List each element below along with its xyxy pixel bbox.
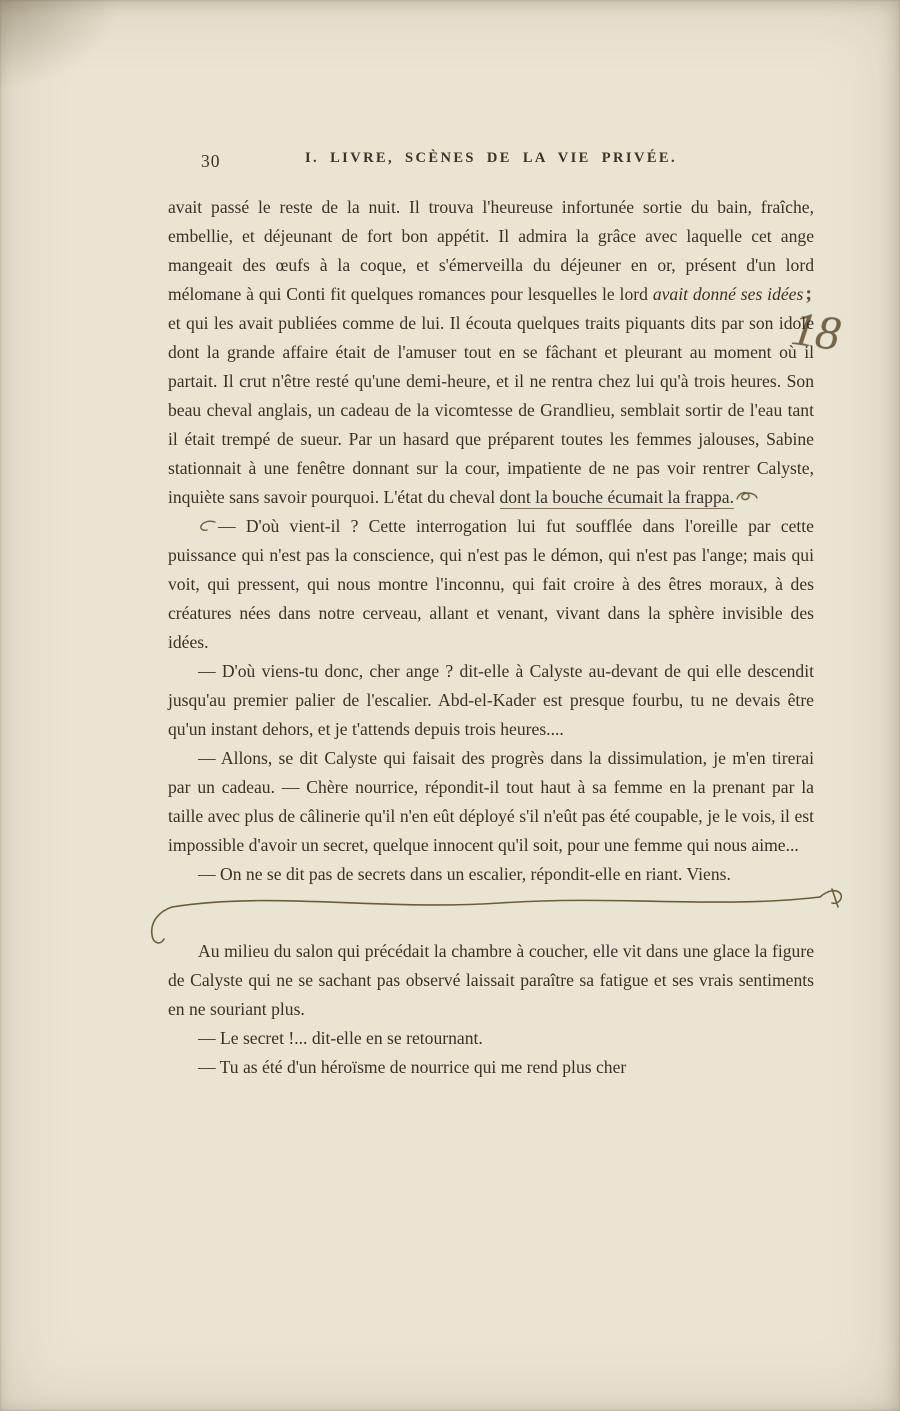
paragraph-1 [168,193,814,512]
paragraph-8 [168,1053,814,1082]
body-text: Au milieu du salon qui précédait la chambre à coucher, elle vit dans une glace la figure de Calyste qui ne se sachant pas observé laissait paraître sa fatigue et ses vrais sentiments en ne souriant plus. [168,941,814,1019]
handwritten-inline-mark: ; [805,283,813,305]
page-number: 30 [201,151,221,171]
page-header [168,150,814,171]
body-text: — Allons, se dit Calyste qui faisait des progrès dans la dissimulation, je m'en tirerai par un cadeau. — Chère nourrice, répondit-il tout haut à sa femme en la prenant par la taille avec plus de câlinerie qu'il n'en eût déployé s'il n'eût pas été coupable, je le vois, il est impossible d'avoir un secret, quelque innocent qu'il soit, pour une femme qui nous aime... [168,748,814,855]
paragraph-3 [168,657,814,744]
handwritten-paragraph-mark [199,519,217,532]
paragraph-7 [168,1024,814,1053]
running-title: I. LIVRE, SCÈNES DE LA VIE PRIVÉE. [304,150,677,166]
handwritten-divider [168,889,814,937]
body-text: — On ne se dit pas de secrets dans un escalier, répondit-elle en riant. Viens. [198,864,731,884]
body-text: — Le secret !... dit-elle en se retournant. [198,1028,483,1048]
page-corner-shadow [0,0,120,90]
italic-phrase: avait donné ses idées [652,284,804,304]
handwritten-divider-line [120,879,884,955]
body-text: — Tu as été d'un héroïsme de nourrice qui me rend plus cher [198,1057,627,1077]
paragraph-4 [168,744,814,860]
body-text: — D'où viens-tu donc, cher ange ? dit-elle à Calyste au-devant de qui elle descendit jusqu'au premier palier de l'escalier. Abd-el-Kader est presque fourbu, tu ne devais être qu'un instant dehors, et je t'attends depuis trois heures.... [168,661,814,739]
text-block [168,193,814,1082]
body-text: avait passé le reste de la nuit. Il trouva l'heureuse infortunée sortie du bain, fraîche, embellie, et déjeunant de fort bon appétit. Il admira la grâce avec laquelle cet ange mangeait des œufs à la coque, et s'émerveilla du déjeuner en or, présent d'un lord mélomane à qui Conti fit quelques romances pour lesquelles le lord [168,197,814,304]
handwritten-curl-mark [735,489,759,503]
body-text: — D'où vient-il ? Cette interrogation lui fut soufflée dans l'oreille par cette puissance qui n'est pas la conscience, qui n'est pas le démon, qui n'est pas l'ange; mais qui voit, qui pressent, qui nous montre l'inconnu, qui fait croire à des êtres moraux, à des créatures nées dans notre cerveau, allant et venant, vivant dans la sphère invisible des idées. [168,516,814,652]
handwritten-margin-note: 18 [788,301,844,362]
body-text: et qui les avait publiées comme de lui. Il écouta quelques traits piquants dits par son idole dont la grande affaire était de l'amuser tout en se fâchant et pleurant au moment où il partait. Il crut n'être resté qu'une demi-heure, et il ne rentra chez lui qu'à trois heures. Son beau cheval anglais, un cadeau de la vicomtesse de Grandlieu, semblait sortir de l'eau tant il était trempé de sueur. Par un hasard que préparent toutes les femmes jalouses, Sabine stationnait à une fenêtre donnant sur la cour, impatiente de ne pas voir rentrer Calyste, inquiète sans savoir pourquoi. L'état du cheval [168,313,814,507]
underlined-phrase: dont la bouche écumait la frappa. [499,487,734,507]
paragraph-2 [168,512,814,657]
